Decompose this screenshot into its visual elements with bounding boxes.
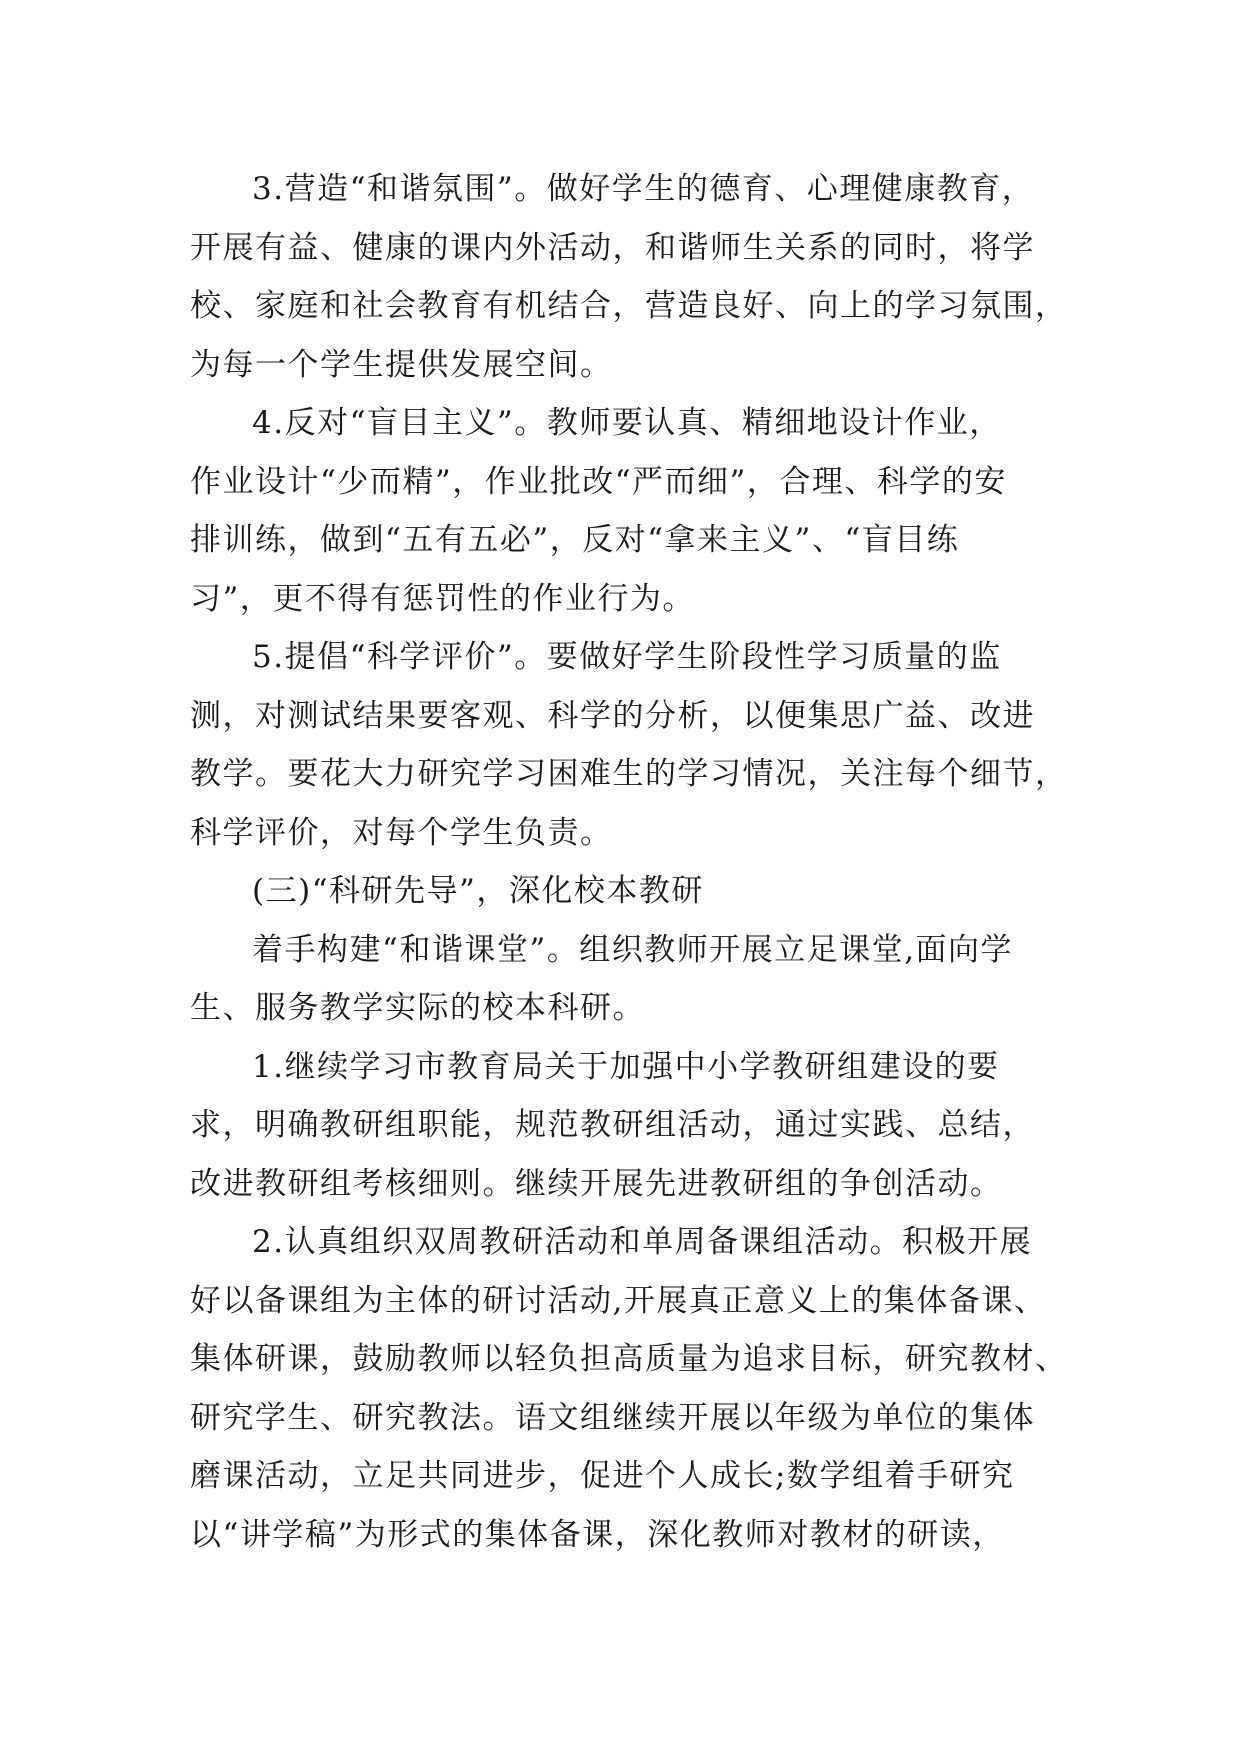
paragraph-1-study-requirements <box>190 1038 1060 1214</box>
text-line: 作业设计“少而精”，作业批改“严而细”，合理、科学的安 <box>190 463 1007 500</box>
text-line: 3.营造“和谐氛围”。做好学生的德育、心理健康教育， <box>252 171 1035 207</box>
text-line: 集体研课，鼓励教师以轻负担高质量为追求目标，研究教材、 <box>190 1341 1068 1377</box>
text-line: 求，明确教研组职能，规范教研组活动，通过实践、总结， <box>190 1107 1035 1143</box>
text-line: 开展有益、健康的课内外活动，和谐师生关系的同时，将学 <box>190 229 1035 266</box>
text-line: 测，对测试结果要客观、科学的分析，以便集思广益、改进 <box>190 697 1035 734</box>
document-page <box>190 160 1068 1564</box>
text-line: 习”，更不得有惩罚性的作业行为。 <box>190 580 695 617</box>
section-heading-research-lead <box>190 862 1060 921</box>
text-line: 科学评价，对每个学生负责。 <box>190 814 613 851</box>
text-line: 好以备课组为主体的研讨活动,开展真正意义上的集体备课、 <box>190 1282 1047 1319</box>
paragraph-4-oppose-blindness <box>190 394 1060 628</box>
text-line: 4.反对“盲目主义”。教师要认真、精细地设计作业， <box>252 405 1002 441</box>
text-line: 磨课活动，立足共同进步，促进个人成长;数学组着手研究 <box>190 1458 1015 1494</box>
text-line: 1.继续学习市教育局关于加强中小学教研组建设的要 <box>252 1048 1000 1085</box>
text-line: 生、服务教学实际的校本科研。 <box>190 990 645 1026</box>
text-line: 5.提倡“科学评价”。要做好学生阶段性学习质量的监 <box>252 639 1002 675</box>
paragraph-5-scientific-evaluation <box>190 628 1068 862</box>
text-line: 为每一个学生提供发展空间。 <box>190 346 613 383</box>
text-line: 排训练，做到“五有五必”，反对“拿来主义”、“盲目练 <box>190 522 960 558</box>
text-line: 校、家庭和社会教育有机结合，营造良好、向上的学习氛围， <box>190 288 1068 324</box>
text-line: 研究学生、研究教法。语文组继续开展以年级为单位的集体 <box>190 1399 1035 1436</box>
text-line: 着手构建“和谐课堂”。组织教师开展立足课堂,面向学 <box>252 931 1014 968</box>
paragraph-3-harmonious-atmosphere <box>190 160 1068 394</box>
text-line: (三)“科研先导”，深化校本教研 <box>252 873 704 909</box>
text-line: 以“讲学稿”为形式的集体备课，深化教师对教材的研读， <box>190 1516 1005 1553</box>
text-line: 教学。要花大力研究学习困难生的学习情况，关注每个细节， <box>190 756 1068 792</box>
text-line: 改进教研组考核细则。继续开展先进教研组的争创活动。 <box>190 1165 1003 1202</box>
paragraph-2-teaching-research-activities <box>190 1213 1068 1564</box>
text-line: 2.认真组织双周教研活动和单周备课组活动。积极开展 <box>252 1224 1033 1260</box>
paragraph-harmonious-classroom <box>190 921 1060 1038</box>
